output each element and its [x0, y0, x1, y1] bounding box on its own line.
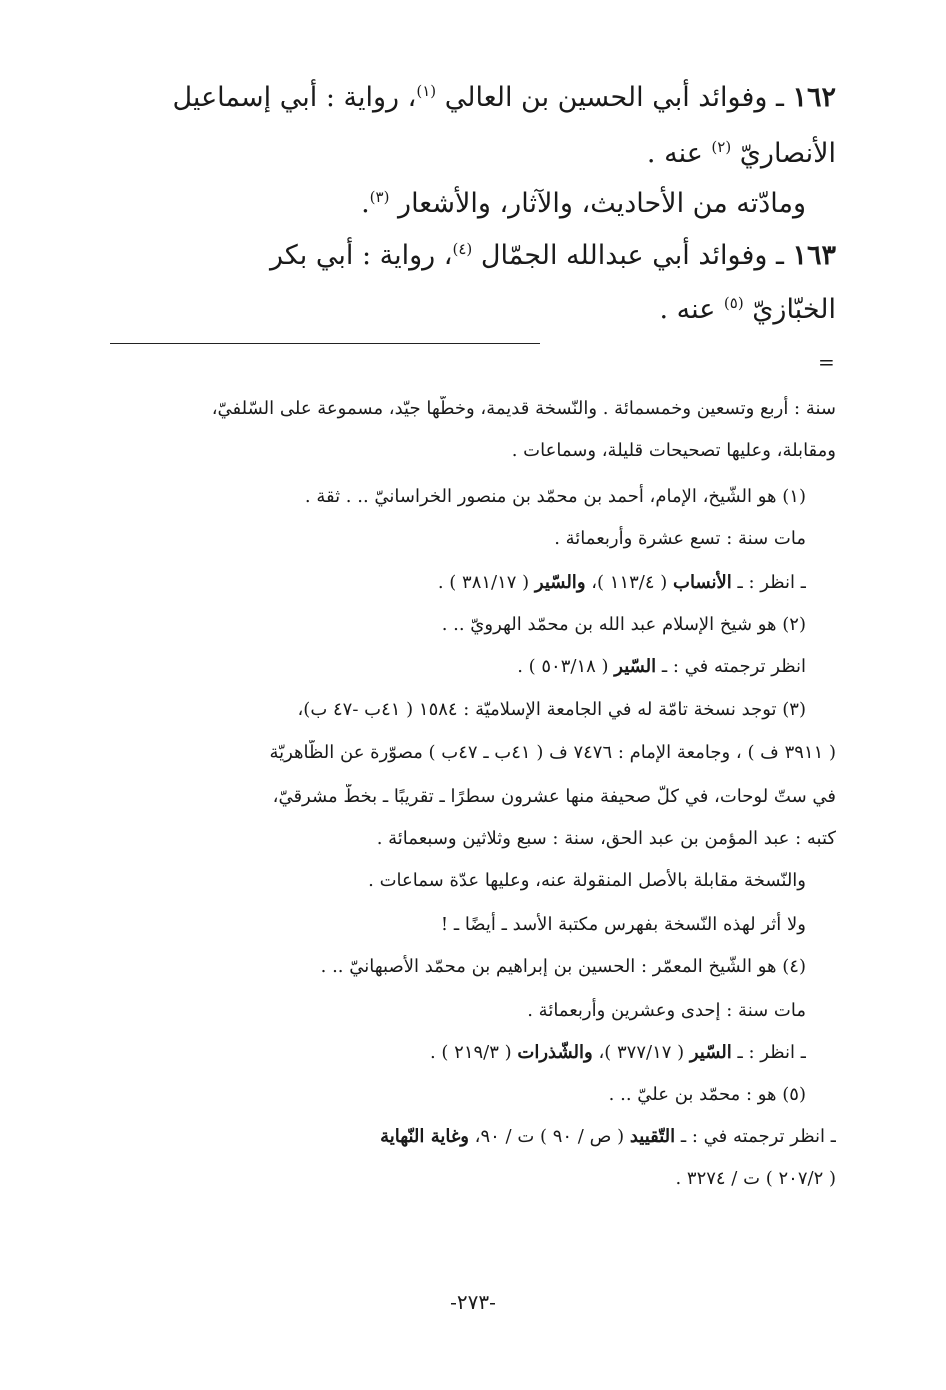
note-text: انظر ترجمته في : ـ — [656, 656, 806, 677]
footnote-5-line-2 — [110, 1124, 836, 1150]
footnote-continuation-line-2: ومقابلة، وعليها تصحيحات قليلة، وسماعات . — [511, 440, 836, 461]
entry-text: الأنصاريّ — [731, 138, 836, 169]
footnote-3-line-6: ولا أثر لهذه النّسخة بفهرس مكتبة الأسد ـ أيضًا ـ ! — [440, 914, 806, 935]
entry-number: ١٦٣ — [792, 240, 836, 271]
footnote-3-line-2: ( ٣٩١١ ف ) ، وجامعة الإمام : ٧٤٧٦ ف ( ٤١ب ـ ٤٧ب ) مصوّرة عن الظّاهريّة — [269, 742, 836, 763]
note-text: ( ١١٣/٤ )، — [585, 572, 674, 593]
entry-text: ، رواية : أبي بكر — [269, 240, 453, 271]
footnote-3-line-5: والنّسخة مقابلة بالأصل المنقولة عنه، وعليها عدّة سماعات . — [368, 870, 806, 891]
footnote-separator — [110, 343, 540, 344]
note-text: ـ انظر : ـ — [731, 1042, 806, 1063]
footnote-2-line-1: (٢) هو شيخ الإسلام عبد الله بن محمّد الهرويّ .. . — [441, 614, 806, 635]
note-text: ( ٢١٩/٣ ) . — [429, 1042, 518, 1063]
entry-text: الخبّازيّ — [743, 294, 836, 325]
entry-162-line-1 — [110, 78, 836, 118]
page-number: -٢٧٣- — [450, 1290, 496, 1314]
entry-text: ـ وفوائد أبي الحسين بن العالي — [436, 82, 784, 113]
entry-text: ومادّته من الأحاديث، والآثار، والأشعار — [389, 188, 806, 219]
footnote-ref: (٢) — [711, 138, 732, 156]
source-title: التّقييد — [629, 1126, 676, 1147]
footnote-ref: (٤) — [452, 240, 473, 258]
footnote-4-line-3 — [110, 1040, 806, 1066]
footnote-4-line-2: مات سنة : إحدى وعشرين وأربعمائة . — [527, 1000, 806, 1021]
note-text: ( ٣٧٧/١٧ )، — [592, 1042, 690, 1063]
footnote-2-line-2 — [110, 654, 806, 680]
footnote-5-line-3: ( ٢٠٧/٢ ) ت / ٣٢٧٤ . — [675, 1168, 836, 1189]
footnote-1-line-3 — [110, 570, 806, 596]
note-text: ـ انظر : ـ — [731, 572, 806, 593]
source-title: السّير — [614, 656, 657, 677]
entry-163-line-1 — [110, 236, 836, 276]
source-title: وغاية النّهاية — [380, 1126, 469, 1147]
note-text: ـ انظر ترجمته في : ـ — [675, 1126, 836, 1147]
source-title: السّير — [689, 1042, 732, 1063]
entry-text: عنه . — [659, 294, 724, 325]
entry-text: عنه . — [646, 138, 712, 169]
note-text: ( ص / ٩٠ ) ت / ٩٠، — [468, 1126, 630, 1147]
footnote-ref: (١) — [416, 82, 437, 100]
footnote-3-line-4: كتبه : عبد المؤمن بن عبد الحق، سنة : سبع وثلاثين وسبعمائة . — [376, 828, 836, 849]
footnote-ref: (٥) — [723, 294, 744, 312]
footnote-1-line-2: مات سنة : تسع عشرة وأربعمائة . — [554, 528, 806, 549]
source-title: الأنساب — [673, 572, 732, 593]
footnote-5-line-1: (٥) هو : محمّد بن عليّ .. . — [608, 1084, 806, 1105]
entry-162-line-2 — [110, 134, 836, 174]
footnote-1-line-1: (١) هو الشّيخ، الإمام، أحمد بن محمّد بن منصور الخراسانيّ .. . ثقة . — [304, 486, 806, 507]
note-text: ( ٣٨١/١٧ ) . — [437, 572, 535, 593]
footnote-3-line-1: (٣) توجد نسخة تامّة له في الجامعة الإسلاميّة : ١٥٨٤ ( ٤١ب -٤٧ ب)، — [297, 699, 806, 720]
entry-163-line-2 — [110, 290, 836, 330]
entry-text: . — [361, 188, 370, 219]
source-title: والشّذرات — [517, 1042, 593, 1063]
footnote-3-line-3: في ستّ لوحات، في كلّ صحيفة منها عشرون سطرًا ـ تقريبًا ـ بخطّ مشرقيّ، — [272, 786, 836, 807]
entry-number: ١٦٢ — [792, 82, 836, 113]
footnote-4-line-1: (٤) هو الشّيخ المعمّر : الحسين بن إبراهيم بن محمّد الأصبهانيّ .. . — [320, 956, 806, 977]
source-title: والسّير — [534, 572, 586, 593]
note-text: ( ٥٠٣/١٨ ) . — [517, 656, 615, 677]
entry-text: ، رواية : أبي إسماعيل — [172, 82, 417, 113]
continuation-mark: = — [818, 350, 835, 374]
entry-text: ـ وفوائد أبي عبدالله الجمّال — [472, 240, 784, 271]
footnote-ref: (٣) — [369, 188, 390, 206]
footnote-continuation-line-1: سنة : أربع وتسعين وخمسمائة . والنّسخة قديمة، وخطّها جيّد، مسموعة على السّلفيّ، — [211, 398, 836, 419]
entry-162-line-3 — [110, 184, 806, 224]
